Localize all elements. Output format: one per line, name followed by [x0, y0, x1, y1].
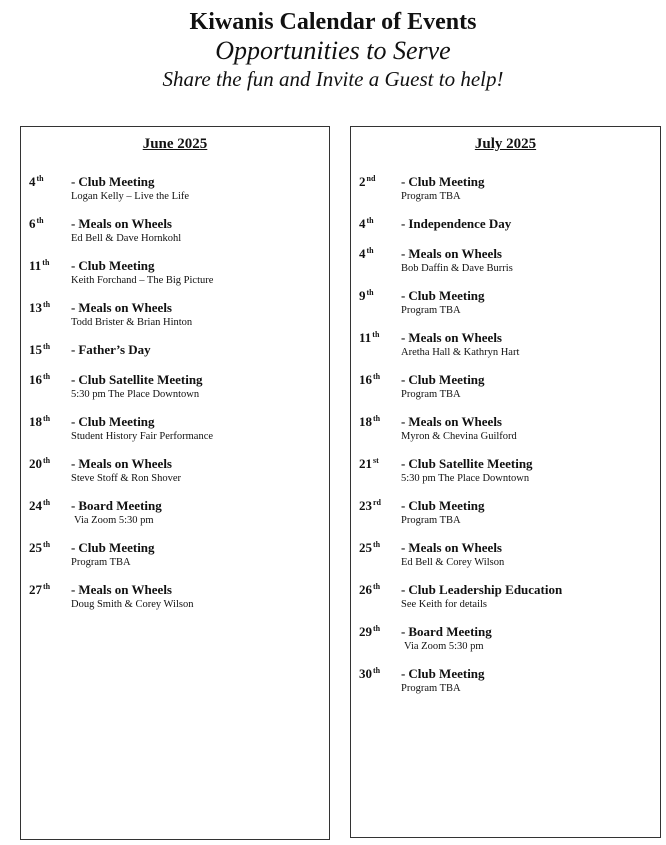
- event-item: [359, 287, 660, 318]
- event-dash: -: [71, 540, 76, 555]
- event-dash: -: [401, 540, 406, 555]
- event-day: [29, 539, 71, 556]
- event-dash: -: [71, 498, 76, 513]
- event-day-number: 13: [29, 300, 42, 315]
- event-detail: Program TBA: [401, 191, 461, 202]
- event-day-number: 6: [29, 216, 36, 231]
- event-day-number: 27: [29, 582, 42, 597]
- event-dash: -: [401, 498, 406, 513]
- event-item: [359, 173, 660, 204]
- event-detail: 5:30 pm The Place Downtown: [401, 473, 530, 484]
- event-day: [29, 455, 71, 472]
- event-title: Club Satellite Meeting: [408, 456, 533, 471]
- event-dash: -: [71, 216, 76, 231]
- event-detail: Ed Bell & Dave Hornkohl: [71, 233, 182, 244]
- event-title: Meals on Wheels: [78, 216, 172, 231]
- event-dash: -: [71, 414, 76, 429]
- event-item: [29, 371, 329, 402]
- july-event-list: [351, 173, 660, 696]
- event-day-suffix: th: [43, 413, 51, 423]
- event-day-suffix: th: [43, 455, 51, 465]
- event-dash: -: [401, 666, 406, 681]
- event-title-line: [401, 215, 660, 232]
- event-dash: -: [401, 216, 406, 231]
- event-day-suffix: th: [373, 371, 381, 381]
- event-day-suffix: st: [373, 455, 379, 465]
- event-detail: Myron & Chevina Guilford: [401, 431, 517, 442]
- event-dash: -: [401, 246, 406, 261]
- event-dash: -: [71, 582, 76, 597]
- event-day-suffix: rd: [373, 497, 381, 507]
- event-item: [359, 215, 660, 232]
- event-day-number: 9: [359, 288, 366, 303]
- event-dash: -: [401, 582, 406, 597]
- event-dash: -: [401, 372, 406, 387]
- event-title: Club Meeting: [408, 174, 485, 189]
- event-title-line: [71, 413, 329, 430]
- event-item: [29, 455, 329, 486]
- event-title-line: [401, 455, 660, 472]
- event-item: [29, 173, 329, 204]
- event-day-number: 2: [359, 174, 366, 189]
- june-event-list: [21, 173, 329, 612]
- event-dash: -: [401, 624, 406, 639]
- event-day-number: 30: [359, 666, 372, 681]
- event-day-suffix: th: [366, 245, 374, 255]
- event-dash: -: [401, 414, 406, 429]
- event-detail: Program TBA: [401, 389, 461, 400]
- event-day-suffix: th: [372, 329, 380, 339]
- event-item: [29, 497, 329, 528]
- event-detail: 5:30 pm The Place Downtown: [71, 389, 200, 400]
- event-title: Club Meeting: [408, 498, 485, 513]
- event-detail: Program TBA: [71, 557, 131, 568]
- july-column: [350, 126, 661, 838]
- event-title-line: [401, 623, 660, 640]
- event-day: [359, 413, 401, 430]
- event-detail: Program TBA: [401, 305, 461, 316]
- event-title: Meals on Wheels: [408, 414, 502, 429]
- event-day: [359, 329, 401, 346]
- event-item: [359, 329, 660, 360]
- page-header: [0, 8, 666, 92]
- event-title: Meals on Wheels: [408, 540, 502, 555]
- event-title: Board Meeting: [78, 498, 162, 513]
- event-detail: Program TBA: [401, 683, 461, 694]
- event-title-line: [401, 665, 660, 682]
- event-day-suffix: th: [373, 539, 381, 549]
- event-day-suffix: th: [43, 341, 51, 351]
- event-day: [359, 539, 401, 556]
- event-day-suffix: th: [373, 665, 381, 675]
- event-item: [359, 497, 660, 528]
- event-day: [29, 257, 71, 274]
- event-title-line: [71, 341, 329, 358]
- event-item: [359, 455, 660, 486]
- event-title-line: [401, 539, 660, 556]
- event-day-suffix: th: [43, 497, 51, 507]
- event-detail: Todd Brister & Brian Hinton: [71, 317, 193, 328]
- event-day-number: 21: [359, 456, 372, 471]
- event-day: [359, 497, 401, 514]
- event-dash: -: [401, 330, 406, 345]
- event-dash: -: [71, 258, 76, 273]
- event-title: Meals on Wheels: [408, 330, 502, 345]
- event-detail: Bob Daffin & Dave Burris: [401, 263, 513, 274]
- event-day-number: 18: [359, 414, 372, 429]
- event-title: Club Meeting: [78, 258, 155, 273]
- event-title: Club Meeting: [408, 666, 485, 681]
- event-day-number: 16: [29, 372, 42, 387]
- event-title: Father’s Day: [78, 342, 151, 357]
- event-title-line: [71, 215, 329, 232]
- event-title-line: [71, 539, 329, 556]
- event-day: [29, 173, 71, 190]
- june-month-heading: June 2025: [142, 136, 208, 152]
- event-day-number: 4: [359, 246, 366, 261]
- event-day-suffix: th: [366, 287, 374, 297]
- event-day: [29, 341, 71, 358]
- event-day: [359, 455, 401, 472]
- event-day-number: 18: [29, 414, 42, 429]
- event-day-number: 29: [359, 624, 372, 639]
- event-day: [359, 287, 401, 304]
- event-title-line: [401, 413, 660, 430]
- event-day-suffix: th: [43, 299, 51, 309]
- event-item: [359, 581, 660, 612]
- page-title: Kiwanis Calendar of Events: [189, 9, 477, 35]
- event-title: Meals on Wheels: [78, 300, 172, 315]
- event-detail: See Keith for details: [401, 599, 488, 610]
- event-day: [359, 173, 401, 190]
- event-dash: -: [71, 174, 76, 189]
- event-title-line: [401, 497, 660, 514]
- event-item: [29, 257, 329, 288]
- event-day-suffix: th: [373, 413, 381, 423]
- event-dash: -: [401, 456, 406, 471]
- event-title-line: [71, 371, 329, 388]
- event-detail: Steve Stoff & Ron Shover: [71, 473, 182, 484]
- event-title-line: [71, 497, 329, 514]
- event-day-suffix: th: [373, 623, 381, 633]
- event-item: [359, 245, 660, 276]
- event-day: [359, 215, 401, 232]
- event-day: [359, 371, 401, 388]
- event-item: [359, 623, 660, 654]
- event-day-suffix: th: [36, 215, 44, 225]
- event-title-line: [401, 287, 660, 304]
- event-day-number: 25: [359, 540, 372, 555]
- event-title: Club Leadership Education: [408, 582, 563, 597]
- event-day-suffix: th: [36, 173, 44, 183]
- event-day-number: 11: [29, 258, 42, 273]
- event-day-number: 16: [359, 372, 372, 387]
- event-day-suffix: th: [43, 581, 51, 591]
- event-detail: Via Zoom 5:30 pm: [404, 641, 484, 652]
- event-detail: Ed Bell & Corey Wilson: [401, 557, 505, 568]
- event-title-line: [401, 371, 660, 388]
- event-day: [359, 623, 401, 640]
- event-item: [29, 413, 329, 444]
- event-day-suffix: th: [43, 539, 51, 549]
- event-item: [29, 539, 329, 570]
- event-title: Club Meeting: [408, 288, 485, 303]
- event-title-line: [71, 581, 329, 598]
- event-title: Board Meeting: [408, 624, 492, 639]
- event-day-number: 4: [359, 216, 366, 231]
- event-item: [359, 413, 660, 444]
- event-day-number: 23: [359, 498, 372, 513]
- event-day: [359, 581, 401, 598]
- event-dash: -: [71, 300, 76, 315]
- event-detail: Keith Forchand – The Big Picture: [71, 275, 214, 286]
- event-detail: Program TBA: [401, 515, 461, 526]
- event-day-number: 4: [29, 174, 36, 189]
- event-item: [29, 215, 329, 246]
- event-day-number: 11: [359, 330, 372, 345]
- event-detail: Logan Kelly – Live the Life: [71, 191, 190, 202]
- event-day-suffix: th: [42, 257, 50, 267]
- event-title-line: [71, 257, 329, 274]
- event-title: Club Satellite Meeting: [78, 372, 203, 387]
- event-dash: -: [71, 342, 76, 357]
- page-tagline: Share the fun and Invite a Guest to help!: [162, 67, 504, 91]
- event-detail: Doug Smith & Corey Wilson: [71, 599, 194, 610]
- event-dash: -: [71, 456, 76, 471]
- event-day-number: 24: [29, 498, 42, 513]
- event-item: [359, 539, 660, 570]
- event-title-line: [401, 245, 660, 262]
- event-day: [29, 215, 71, 232]
- event-title-line: [401, 173, 660, 190]
- event-day-number: 20: [29, 456, 42, 471]
- event-day-suffix: th: [366, 215, 374, 225]
- event-item: [29, 581, 329, 612]
- event-detail: Student History Fair Performance: [71, 431, 214, 442]
- event-title: Club Meeting: [78, 174, 155, 189]
- event-item: [29, 299, 329, 330]
- event-day: [29, 413, 71, 430]
- event-item: [29, 341, 329, 358]
- event-title: Club Meeting: [78, 414, 155, 429]
- event-title: Meals on Wheels: [408, 246, 502, 261]
- event-day: [29, 371, 71, 388]
- event-day: [359, 665, 401, 682]
- event-title-line: [401, 581, 660, 598]
- event-detail: Aretha Hall & Kathryn Hart: [401, 347, 520, 358]
- event-title: Meals on Wheels: [78, 582, 172, 597]
- event-day-number: 26: [359, 582, 372, 597]
- event-title: Independence Day: [408, 216, 512, 231]
- event-day-number: 25: [29, 540, 42, 555]
- event-day: [29, 497, 71, 514]
- july-month-heading: July 2025: [474, 136, 537, 152]
- event-day: [29, 299, 71, 316]
- event-title: Meals on Wheels: [78, 456, 172, 471]
- event-day: [359, 245, 401, 262]
- event-title-line: [71, 173, 329, 190]
- event-title-line: [401, 329, 660, 346]
- event-dash: -: [401, 174, 406, 189]
- event-day: [29, 581, 71, 598]
- event-item: [359, 665, 660, 696]
- event-title-line: [71, 455, 329, 472]
- event-dash: -: [71, 372, 76, 387]
- event-detail: Via Zoom 5:30 pm: [74, 515, 154, 526]
- event-dash: -: [401, 288, 406, 303]
- event-item: [359, 371, 660, 402]
- page-subtitle: Opportunities to Serve: [215, 36, 451, 65]
- event-day-suffix: th: [373, 581, 381, 591]
- event-day-suffix: nd: [366, 173, 376, 183]
- event-title-line: [71, 299, 329, 316]
- june-column: [20, 126, 330, 840]
- event-day-suffix: th: [43, 371, 51, 381]
- event-title: Club Meeting: [78, 540, 155, 555]
- event-title: Club Meeting: [408, 372, 485, 387]
- event-day-number: 15: [29, 342, 42, 357]
